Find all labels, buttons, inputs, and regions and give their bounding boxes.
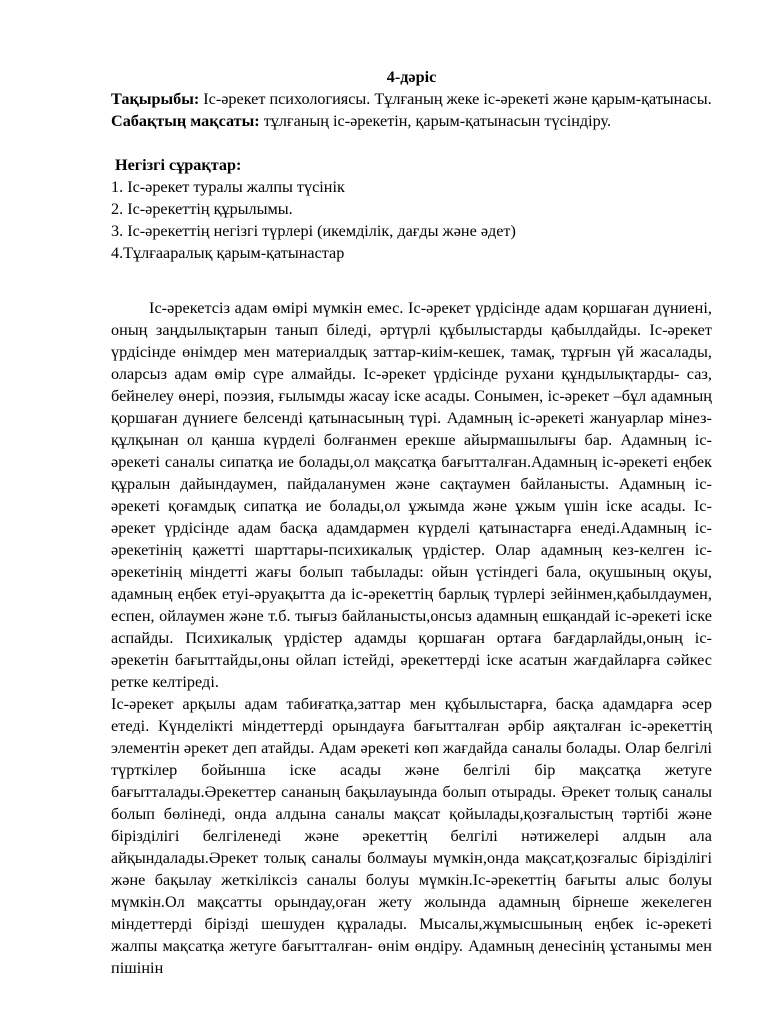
body-paragraph: Іс-әрекетсіз адам өмірі мүмкін емес. Іс-әрекет үрдісінде адам қоршаған дүниені, оның заңдылықтарын танып біледі, әртүрлі құбылыстарды қабылдайды. Іс-әрекет үрдісінде өнімдер мен материалдық заттар-киім-кешек, тамақ, тұрғын үй жасалады, оларсыз адам өмір сүре алмайды. Іс-әрекет үрдісінде рухани құндылықтарды- саз, бейнелеу өнері, поэзия, ғылымды жасау іске асады. Сонымен, іс-әрекет –бұл адамның қоршаған дүниеге белсенді қатынасының түрі. Адамның іс-әрекеті жануарлар мінез-құлқынан ол қанша күрделі болғанмен ерекше айырмашылығы бар. Адамның іс-әрекеті саналы сипатқа ие болады,ол мақсатқа бағытталған.Адамның іс-әрекеті еңбек құралын дайындаумен, пайдаланумен және сақтаумен байланысты. Адамның іс-әрекеті қоғамдық сипатқа ие болады,ол ұжымда және ұжым үшін іске асады. Іс-әрекет үрдісінде адам басқа адамдармен күрделі қатынастарға енеді.Адамның іс-әрекетінің қажетті шарттары-психикалық үрдістер. Олар адамның кез-келген іс-әрекетінің міндетті жағы болып табылады: ойын үстіндегі бала, оқушының оқуы, адамның еңбек етуі-әруақытта да іс-әрекеттің барлық түрлері зейінмен,қабылдаумен, еспен, ойлаумен және т.б. тығыз байланысты,онсыз адамның ешқандай іс-әрекеті іске аспайды. Психикалық үрдістер адамды қоршаған ортаға бағдарлайды,оның іс-әрекетін бағыттайды,оны ойлап істейді, әрекеттерді іске асатын жағдайларға сәйкес ретке келтіреді. [111,299,712,691]
goal-text: тұлғаның іс-әрекетін, қарым-қатынасын түсіндіру. [259,112,612,130]
topic-label: Тақырыбы: [111,90,200,108]
body-text [111,297,712,979]
lecture-title: 4-дәріс [386,68,437,86]
question-list [111,176,712,264]
question-item: 4.Тұлғааралық қарым-қатынастар [111,244,345,262]
questions-heading: Негізгі сұрақтар: [115,156,242,174]
question-item: 3. Іс-әрекеттің негізгі түрлері (икемділік, дағды және әдет) [111,222,516,240]
document-page [111,66,712,979]
question-item: 1. Іс-әрекет туралы жалпы түсінік [111,178,345,196]
topic-line [111,88,712,110]
goal-label: Сабақтың мақсаты: [111,112,260,130]
body-paragraph: Іс-әрекет арқылы адам табиғатқа,заттар мен құбылыстарға, басқа адамдарға әсер етеді. Күнделікті міндеттерді орындауға бағытталған әрбір аяқталған іс-әрекеттің элементін әрекет деп атайды. Адам әрекеті көп жағдайда саналы болады. Олар белгілі түрткілер бойынша іске асады және белгілі бір мақсатқа жетуге бағытталады.Әрекеттер сананың бақылауында болып отырады. Әрекет толық саналы болып бөлінеді, онда алдына саналы мақсат қойылады,қозғалыстың тәртібі және бірізділігі белгіленеді және әрекеттің белгілі нәтижелері алдын ала айқындалады.Әрекет толық саналы болмауы мүмкін,онда мақсат,қозғалыс бірізділігі және бақылау жеткіліксіз саналы болуы мүмкін.Іс-әрекеттің бағыты алыс болуы мүмкін.Ол мақсатты орындау,оған жету жолында адамның бірнеше жекелеген міндеттерді бірізді шешуден құралады. Мысалы,жұмысшының еңбек іс-әрекеті жалпы мақсатқа жетуге бағытталған- өнім өндіру. Адамның денесінің ұстанымы мен пішінін [111,695,712,977]
question-item: 2. Іс-әрекеттің құрылымы. [111,200,293,218]
goal-line [111,110,712,132]
topic-text: Іс-әрекет психологиясы. Тұлғаның жеке іс-әрекеті және қарым-қатынасы. [199,90,712,108]
